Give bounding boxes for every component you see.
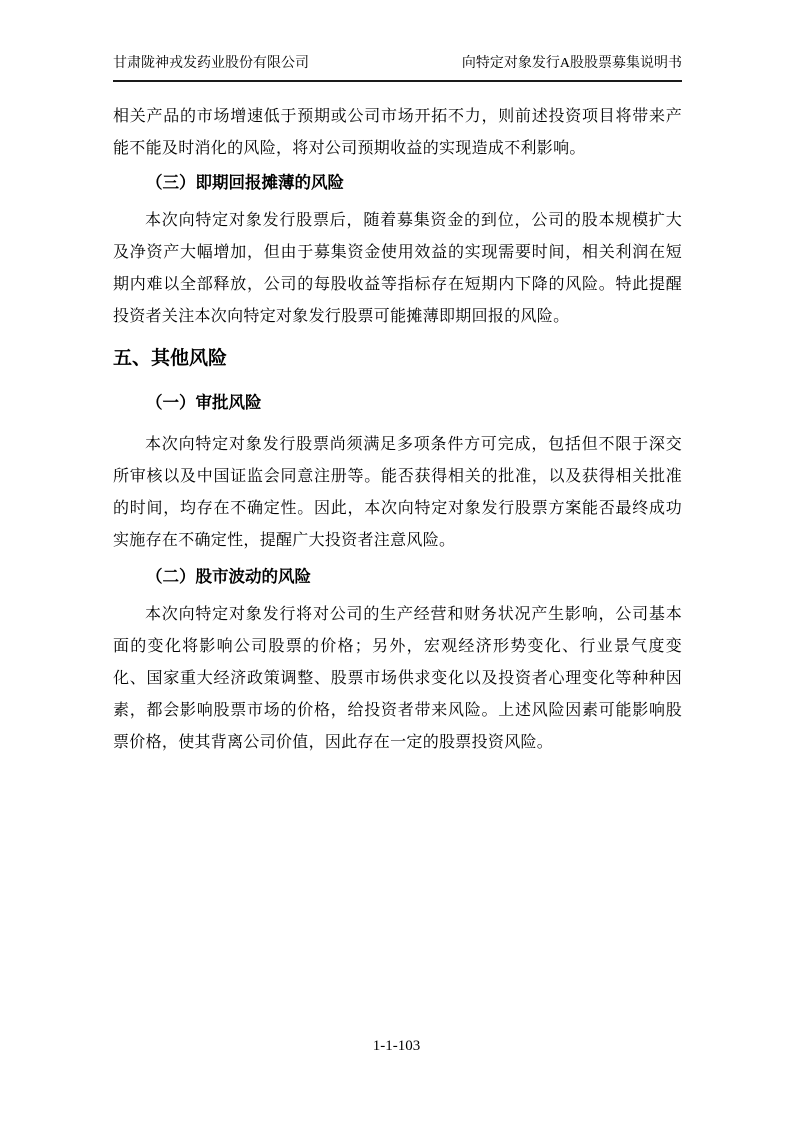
heading-approval-risk: （一）审批风险	[146, 394, 262, 412]
heading-immediate-return-dilution-risk: （三）即期回报摊薄的风险	[146, 174, 344, 192]
paragraph-dilution-risk: 本次向特定对象发行股票后，随着募集资金的到位，公司的股本规模扩大及净资产大幅增加，但由于募集资金使用效益的实现需要时间，相关利润在短期内难以全部释放，公司的每股收益等指标存在短期内下降的风险。特此提醒投资者关注本次向特定对象发行股票可能摊薄即期回报的风险。	[113, 212, 682, 325]
page-header	[113, 53, 682, 75]
header-divider	[113, 80, 682, 82]
document-body	[113, 101, 682, 759]
heading-stock-market-volatility-risk: （二）股市波动的风险	[146, 568, 311, 586]
paragraph-capacity-risk-continuation: 相关产品的市场增速低于预期或公司市场开拓不力，则前述投资项目将带来产能不能及时消化的风险，将对公司预期收益的实现造成不利影响。	[113, 108, 682, 157]
section-heading-other-risks: 五、其他风险	[113, 348, 228, 369]
page-footer	[0, 1036, 793, 1056]
paragraph-approval-risk: 本次向特定对象发行股票尚须满足多项条件方可完成，包括但不限于深交所审核以及中国证监会同意注册等。能否获得相关的批准，以及获得相关批准的时间，均存在不确定性。因此，本次向特定对象发行股票方案能否最终成功实施存在不确定性，提醒广大投资者注意风险。	[113, 436, 682, 549]
header-document-title: 向特定对象发行A股股票募集说明书	[461, 56, 682, 71]
paragraph-stock-market-volatility-risk: 本次向特定对象发行将对公司的生产经营和财务状况产生影响，公司基本面的变化将影响公司股票的价格；另外，宏观经济形势变化、行业景气度变化、国家重大经济政策调整、股票市场供求变化以及投资者心理变化等种种因素，都会影响股票市场的价格，给投资者带来风险。上述风险因素可能影响股票价格，使其背离公司价值，因此存在一定的股票投资风险。	[113, 606, 682, 751]
page-number: 1-1-103	[372, 1038, 421, 1054]
header-company-name: 甘肃陇神戎发药业股份有限公司	[113, 56, 309, 71]
